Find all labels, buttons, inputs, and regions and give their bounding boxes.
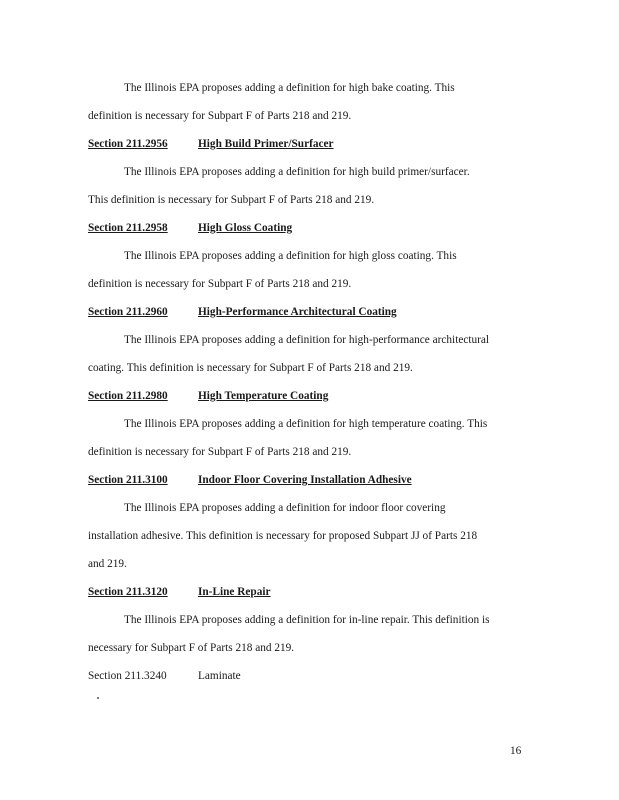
section-number: Section 211.2960 <box>88 306 168 318</box>
section-title: High Gloss Coating <box>198 222 293 234</box>
paragraph-line: The Illinois EPA proposes adding a definition for high-performance architectural <box>124 334 490 346</box>
paragraph-line: The Illinois EPA proposes adding a definition for high build primer/surfacer. <box>124 166 470 178</box>
paragraph-line: and 219. <box>88 558 127 570</box>
section-heading <box>88 137 334 151</box>
section-heading <box>88 473 412 487</box>
paragraph-line: The Illinois EPA proposes adding a definition for high temperature coating. This <box>124 418 488 430</box>
scan-speck <box>97 697 99 699</box>
paragraph-line: The Illinois EPA proposes adding a definition for high bake coating. This <box>124 82 455 94</box>
section-heading <box>88 305 397 319</box>
section-number: Section 211.3100 <box>88 474 168 486</box>
section-number: Section 211.3120 <box>88 586 168 598</box>
paragraph-line: necessary for Subpart F of Parts 218 and 219. <box>88 642 295 654</box>
section-title: High Build Primer/Surfacer <box>198 138 334 150</box>
paragraph-line: definition is necessary for Subpart F of Parts 218 and 219. <box>88 110 352 122</box>
paragraph-line: The Illinois EPA proposes adding a definition for high gloss coating. This <box>124 250 457 262</box>
section-heading <box>88 389 328 403</box>
section-heading <box>88 585 271 599</box>
section-heading <box>88 221 292 235</box>
paragraph-line: coating. This definition is necessary for Subpart F of Parts 218 and 219. <box>88 362 413 374</box>
paragraph-line: The Illinois EPA proposes adding a definition for in-line repair. This definition is <box>124 614 490 626</box>
paragraph-line: This definition is necessary for Subpart F of Parts 218 and 219. <box>88 194 375 206</box>
section-number: Section 211.2980 <box>88 390 168 402</box>
paragraph-line: installation adhesive. This definition is necessary for proposed Subpart JJ of Parts 218 <box>88 530 478 542</box>
section-title: Laminate <box>198 670 241 682</box>
paragraph-line: definition is necessary for Subpart F of Parts 218 and 219. <box>88 278 352 290</box>
section-title: High-Performance Architectural Coating <box>198 306 397 318</box>
section-title: Indoor Floor Covering Installation Adhesive <box>198 474 412 486</box>
paragraph-line: The Illinois EPA proposes adding a definition for indoor floor covering <box>124 502 446 514</box>
section-title: High Temperature Coating <box>198 390 329 402</box>
section-number: Section 211.2956 <box>88 138 168 150</box>
section-title: In-Line Repair <box>198 586 271 598</box>
section-heading <box>88 669 241 683</box>
paragraph-line: definition is necessary for Subpart F of Parts 218 and 219. <box>88 446 352 458</box>
page-number: 16 <box>510 745 522 757</box>
section-number: Section 211.2958 <box>88 222 168 234</box>
section-number: Section 211.3240 <box>88 670 167 682</box>
